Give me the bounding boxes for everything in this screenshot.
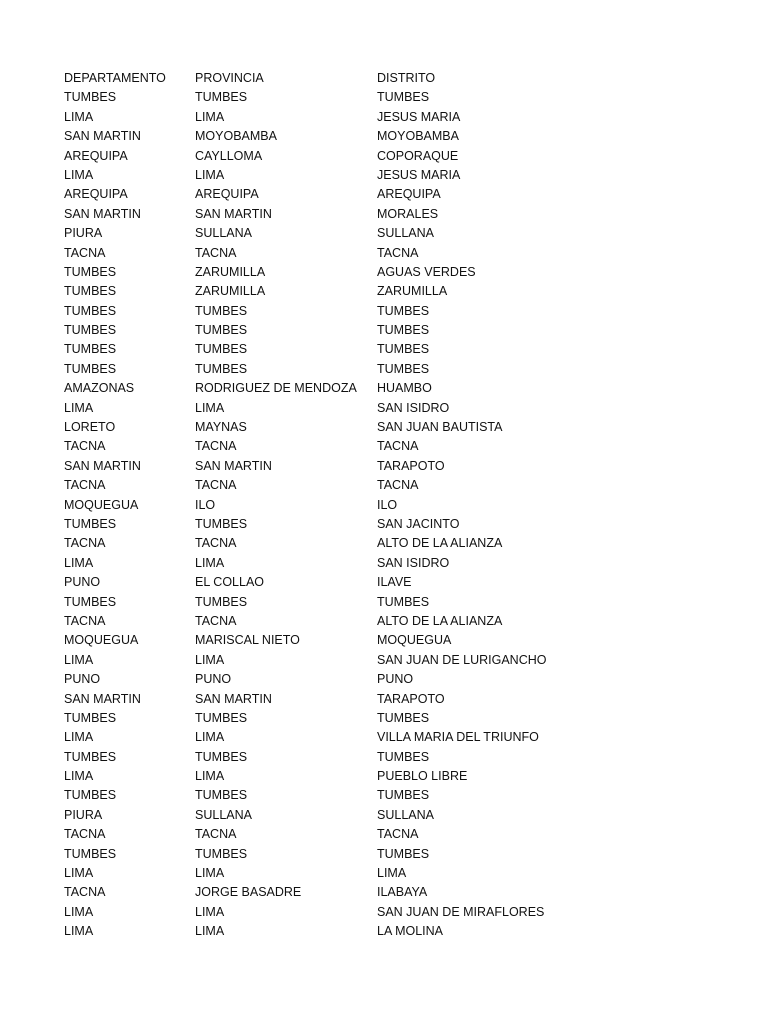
cell-distrito: COPORAQUE: [377, 148, 459, 163]
cell-departamento: TACNA: [64, 245, 106, 260]
cell-distrito: TUMBES: [377, 361, 430, 376]
cell-departamento: PIURA: [64, 226, 103, 241]
table-row: [64, 515, 744, 534]
cell-departamento: TUMBES: [64, 264, 117, 279]
cell-distrito: ZARUMILLA: [377, 284, 448, 299]
cell-provincia: TUMBES: [195, 710, 248, 725]
cell-provincia: PUNO: [195, 672, 232, 687]
cell-departamento: TACNA: [64, 478, 106, 493]
cell-distrito: SAN ISIDRO: [377, 400, 450, 415]
cell-provincia: TUMBES: [195, 516, 248, 531]
cell-departamento: TACNA: [64, 613, 106, 628]
cell-departamento: SAN MARTIN: [64, 691, 141, 706]
cell-departamento: TACNA: [64, 827, 106, 842]
cell-departamento: PUNO: [64, 575, 101, 590]
cell-distrito: SAN JACINTO: [377, 516, 460, 531]
table-row: [64, 418, 744, 437]
cell-distrito: SAN JUAN DE MIRAFLORES: [377, 904, 545, 919]
cell-provincia: SAN MARTIN: [195, 691, 272, 706]
cell-provincia: LIMA: [195, 866, 225, 881]
header-departamento: DEPARTAMENTO: [64, 71, 166, 85]
cell-provincia: TUMBES: [195, 323, 248, 338]
cell-distrito: SAN JUAN BAUTISTA: [377, 420, 503, 435]
cell-provincia: TACNA: [195, 478, 237, 493]
table-row: [64, 554, 744, 573]
cell-departamento: MOQUEGUA: [64, 633, 139, 648]
table-row: [64, 728, 744, 747]
cell-departamento: PUNO: [64, 672, 101, 687]
cell-distrito: TARAPOTO: [377, 458, 445, 473]
cell-distrito: SULLANA: [377, 807, 434, 822]
cell-departamento: TACNA: [64, 439, 106, 454]
cell-provincia: MAYNAS: [195, 420, 247, 435]
table-row: [64, 593, 744, 612]
cell-distrito: TUMBES: [377, 323, 430, 338]
cell-provincia: TACNA: [195, 613, 237, 628]
cell-provincia: SULLANA: [195, 226, 252, 241]
table-row: [64, 496, 744, 515]
cell-departamento: SAN MARTIN: [64, 458, 141, 473]
cell-departamento: SAN MARTIN: [64, 206, 141, 221]
table-row: [64, 108, 744, 127]
cell-provincia: AREQUIPA: [195, 187, 259, 202]
cell-departamento: LIMA: [64, 400, 94, 415]
cell-departamento: TUMBES: [64, 788, 117, 803]
cell-distrito: TUMBES: [377, 749, 430, 764]
cell-distrito: TUMBES: [377, 594, 430, 609]
cell-departamento: TUMBES: [64, 361, 117, 376]
table-row: [64, 185, 744, 204]
table-row: [64, 786, 744, 805]
cell-departamento: TUMBES: [64, 90, 117, 105]
table-row: [64, 612, 744, 631]
cell-departamento: PIURA: [64, 807, 103, 822]
cell-distrito: LA MOLINA: [377, 924, 443, 939]
cell-distrito: AREQUIPA: [377, 187, 441, 202]
cell-distrito: MORALES: [377, 206, 439, 221]
table-row: [64, 883, 744, 902]
table-row: [64, 244, 744, 263]
cell-provincia: TUMBES: [195, 846, 248, 861]
cell-distrito: TUMBES: [377, 90, 430, 105]
cell-distrito: ILABAYA: [377, 885, 428, 900]
cell-departamento: SAN MARTIN: [64, 129, 141, 144]
cell-departamento: LIMA: [64, 904, 94, 919]
cell-provincia: CAYLLOMA: [195, 148, 263, 163]
cell-provincia: TUMBES: [195, 303, 248, 318]
cell-provincia: MARISCAL NIETO: [195, 633, 300, 648]
cell-distrito: TACNA: [377, 439, 419, 454]
cell-distrito: JESUS MARIA: [377, 167, 461, 182]
cell-departamento: AMAZONAS: [64, 381, 135, 396]
table-row: [64, 302, 744, 321]
table-header-row: [64, 69, 744, 88]
cell-provincia: MOYOBAMBA: [195, 129, 277, 144]
cell-provincia: JORGE BASADRE: [195, 885, 302, 900]
cell-departamento: MOQUEGUA: [64, 497, 139, 512]
cell-provincia: TACNA: [195, 439, 237, 454]
cell-departamento: LIMA: [64, 730, 94, 745]
cell-distrito: VILLA MARIA DEL TRIUNFO: [377, 730, 539, 745]
cell-departamento: LIMA: [64, 866, 94, 881]
cell-provincia: ILO: [195, 497, 216, 512]
header-provincia: PROVINCIA: [195, 71, 264, 85]
cell-departamento: TUMBES: [64, 342, 117, 357]
cell-provincia: TUMBES: [195, 749, 248, 764]
cell-provincia: TUMBES: [195, 594, 248, 609]
table-row: [64, 573, 744, 592]
table-row: [64, 340, 744, 359]
cell-provincia: LIMA: [195, 769, 225, 784]
table-row: [64, 282, 744, 301]
table-row: [64, 534, 744, 553]
cell-distrito: TUMBES: [377, 846, 430, 861]
cell-distrito: TUMBES: [377, 303, 430, 318]
cell-departamento: TUMBES: [64, 284, 117, 299]
cell-provincia: RODRIGUEZ DE MENDOZA: [195, 381, 357, 396]
cell-departamento: TUMBES: [64, 749, 117, 764]
table-row: [64, 457, 744, 476]
cell-provincia: ZARUMILLA: [195, 264, 266, 279]
cell-distrito: JESUS MARIA: [377, 109, 461, 124]
cell-distrito: TUMBES: [377, 710, 430, 725]
cell-distrito: SULLANA: [377, 226, 434, 241]
cell-provincia: LIMA: [195, 652, 225, 667]
cell-provincia: SAN MARTIN: [195, 458, 272, 473]
cell-departamento: LIMA: [64, 167, 94, 182]
cell-distrito: TACNA: [377, 478, 419, 493]
table-row: [64, 127, 744, 146]
cell-distrito: TUMBES: [377, 788, 430, 803]
cell-distrito: TARAPOTO: [377, 691, 445, 706]
cell-distrito: ILAVE: [377, 575, 412, 590]
cell-departamento: TACNA: [64, 536, 106, 551]
cell-provincia: TUMBES: [195, 788, 248, 803]
cell-distrito: TACNA: [377, 245, 419, 260]
table-row: [64, 437, 744, 456]
cell-departamento: LIMA: [64, 555, 94, 570]
table-row: [64, 767, 744, 786]
table-row: [64, 903, 744, 922]
table-row: [64, 379, 744, 398]
cell-provincia: TACNA: [195, 827, 237, 842]
cell-provincia: TUMBES: [195, 90, 248, 105]
cell-departamento: LIMA: [64, 652, 94, 667]
table-row: [64, 845, 744, 864]
cell-provincia: TACNA: [195, 245, 237, 260]
table-body: [64, 88, 744, 941]
table-row: [64, 360, 744, 379]
table-row: [64, 631, 744, 650]
cell-distrito: MOYOBAMBA: [377, 129, 459, 144]
cell-distrito: AGUAS VERDES: [377, 264, 476, 279]
cell-distrito: PUNO: [377, 672, 414, 687]
table-row: [64, 748, 744, 767]
table-row: [64, 88, 744, 107]
cell-departamento: LORETO: [64, 420, 116, 435]
table-row: [64, 709, 744, 728]
cell-departamento: TUMBES: [64, 710, 117, 725]
table-row: [64, 670, 744, 689]
cell-departamento: TUMBES: [64, 516, 117, 531]
cell-departamento: LIMA: [64, 924, 94, 939]
table-row: [64, 399, 744, 418]
cell-provincia: LIMA: [195, 730, 225, 745]
table-row: [64, 224, 744, 243]
table-row: [64, 922, 744, 941]
table-row: [64, 263, 744, 282]
cell-departamento: TUMBES: [64, 323, 117, 338]
header-distrito: DISTRITO: [377, 71, 436, 85]
table-row: [64, 205, 744, 224]
cell-distrito: ALTO DE LA ALIANZA: [377, 536, 503, 551]
cell-provincia: TUMBES: [195, 361, 248, 376]
cell-distrito: LIMA: [377, 866, 407, 881]
cell-distrito: TACNA: [377, 827, 419, 842]
cell-departamento: LIMA: [64, 769, 94, 784]
data-table: [64, 69, 744, 942]
cell-distrito: SAN JUAN DE LURIGANCHO: [377, 652, 547, 667]
table-row: [64, 476, 744, 495]
cell-provincia: LIMA: [195, 400, 225, 415]
cell-provincia: SULLANA: [195, 807, 252, 822]
table-row: [64, 147, 744, 166]
cell-provincia: ZARUMILLA: [195, 284, 266, 299]
cell-distrito: PUEBLO LIBRE: [377, 769, 468, 784]
cell-provincia: TUMBES: [195, 342, 248, 357]
cell-departamento: LIMA: [64, 109, 94, 124]
cell-distrito: SAN ISIDRO: [377, 555, 450, 570]
cell-provincia: LIMA: [195, 904, 225, 919]
cell-provincia: TACNA: [195, 536, 237, 551]
table-row: [64, 690, 744, 709]
cell-departamento: TACNA: [64, 885, 106, 900]
cell-departamento: AREQUIPA: [64, 187, 128, 202]
table-row: [64, 321, 744, 340]
table-row: [64, 166, 744, 185]
cell-provincia: LIMA: [195, 109, 225, 124]
table-row: [64, 651, 744, 670]
cell-provincia: SAN MARTIN: [195, 206, 272, 221]
table-row: [64, 806, 744, 825]
cell-departamento: TUMBES: [64, 303, 117, 318]
cell-departamento: TUMBES: [64, 594, 117, 609]
cell-provincia: LIMA: [195, 924, 225, 939]
cell-departamento: TUMBES: [64, 846, 117, 861]
cell-distrito: MOQUEGUA: [377, 633, 452, 648]
cell-departamento: AREQUIPA: [64, 148, 128, 163]
cell-provincia: LIMA: [195, 555, 225, 570]
cell-distrito: ALTO DE LA ALIANZA: [377, 613, 503, 628]
cell-distrito: HUAMBO: [377, 381, 432, 396]
cell-distrito: TUMBES: [377, 342, 430, 357]
cell-provincia: EL COLLAO: [195, 575, 265, 590]
cell-distrito: ILO: [377, 497, 398, 512]
table-row: [64, 864, 744, 883]
cell-provincia: LIMA: [195, 167, 225, 182]
table-row: [64, 825, 744, 844]
